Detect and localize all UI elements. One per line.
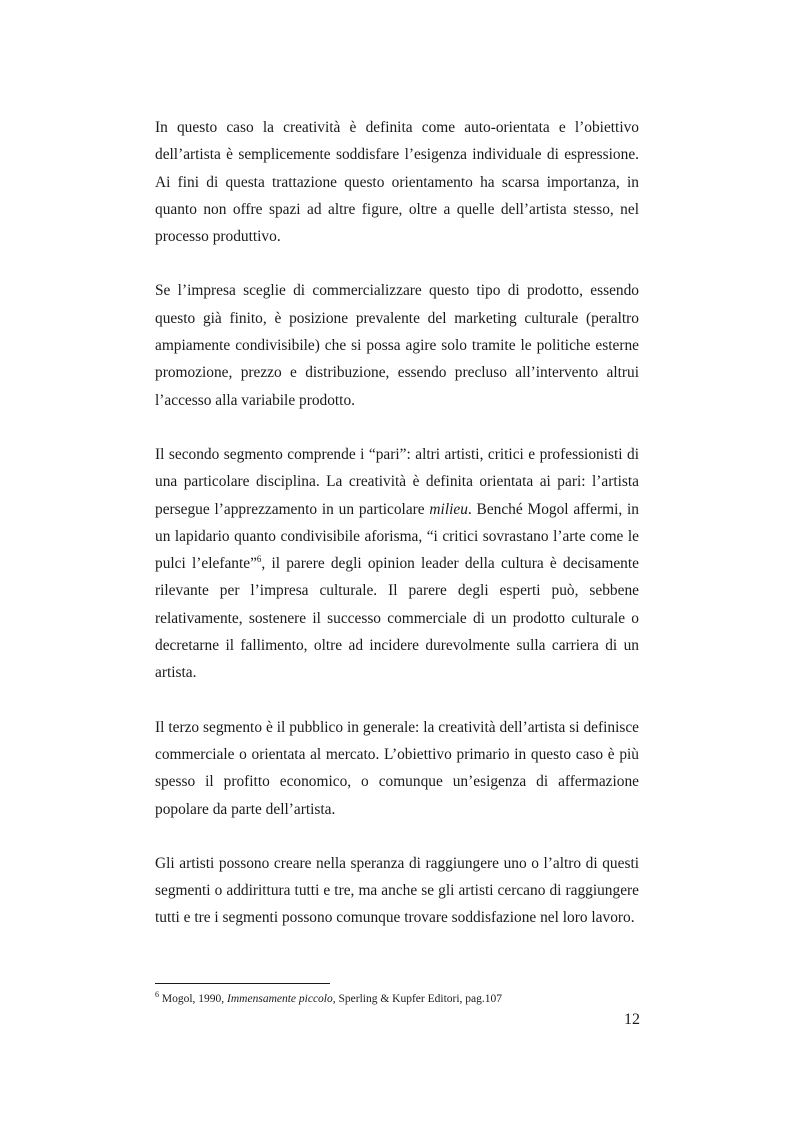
- paragraph-commercialization: Se l’impresa sceglie di commercializzare questo tipo di prodotto, essendo questo già finito, è posizione prevalente del marketing culturale (peraltro ampiamente condivisibile) che si possa agire solo tramite le politiche esterne promozione, prezzo e distribuzione, essendo precluso all’intervento altrui l’accesso alla variabile prodotto.: [155, 282, 639, 409]
- paragraph-conclusion: Gli artisti possono creare nella speranza di raggiungere uno o l’altro di questi segmenti o addirittura tutti e tre, ma anche se gli artisti cercano di raggiungere tutti e tre i segmenti possono comunque trovare soddisfazione nel loro lavoro.: [155, 854, 639, 927]
- peers-text-1: Il secondo segmento comprende i “pari”: altri artisti, critici e professionisti di una particolare disciplina. La creatività è definita orientata ai pari: l’artista persegue l’apprezzamento in un particolare: [155, 445, 639, 518]
- footnote-reference: 6: [256, 554, 262, 565]
- peers-text-3: , il parere degli opinion leader della cultura è decisamente rilevante per l’impresa culturale. Il parere degli esperti può, sebbene relativamente, sostenere il successo commerciale di un prodotto culturale o decretarne il fallimento, oltre ad incidere durevolmente sulla carriera di un artista.: [155, 555, 639, 682]
- footnote-text-after: , Sperling & Kupfer Editori, pag.107: [332, 993, 503, 1005]
- paragraph-peers: [155, 441, 639, 687]
- footnote: [155, 992, 639, 1006]
- peers-italic-milieu: milieu: [429, 500, 468, 518]
- paragraph-general-public: Il terzo segmento è il pubblico in generale: la creatività dell’artista si definisce commerciale o orientata al mercato. L’obiettivo primario in questo caso è più spesso il profitto economico, o comunque un’esigenza di affermazione popolare da parte dell’artista.: [155, 718, 639, 818]
- page-number: 12: [624, 1011, 640, 1028]
- peers-text-2: . Benché Mogol affermi, in un lapidario quanto condivisibile aforisma, “i critici sovrastano l’arte come le pulci l’elefante”: [155, 500, 639, 573]
- footnote-text-before: Mogol, 1990,: [159, 993, 228, 1005]
- paragraph-self-oriented: In questo caso la creatività è definita come auto-orientata e l’obiettivo dell’artista è semplicemente soddisfare l’esigenza individuale di espressione. Ai fini di questa trattazione questo orientamento ha scarsa importanza, in quanto non offre spazi ad altre figure, oltre a quelle dell’artista stesso, nel processo produttivo.: [155, 119, 639, 246]
- footnote-book-title: Immensamente piccolo: [227, 993, 333, 1005]
- page-body: [155, 114, 639, 959]
- footnote-separator: [155, 983, 330, 984]
- footnote-number: 6: [155, 990, 159, 1000]
